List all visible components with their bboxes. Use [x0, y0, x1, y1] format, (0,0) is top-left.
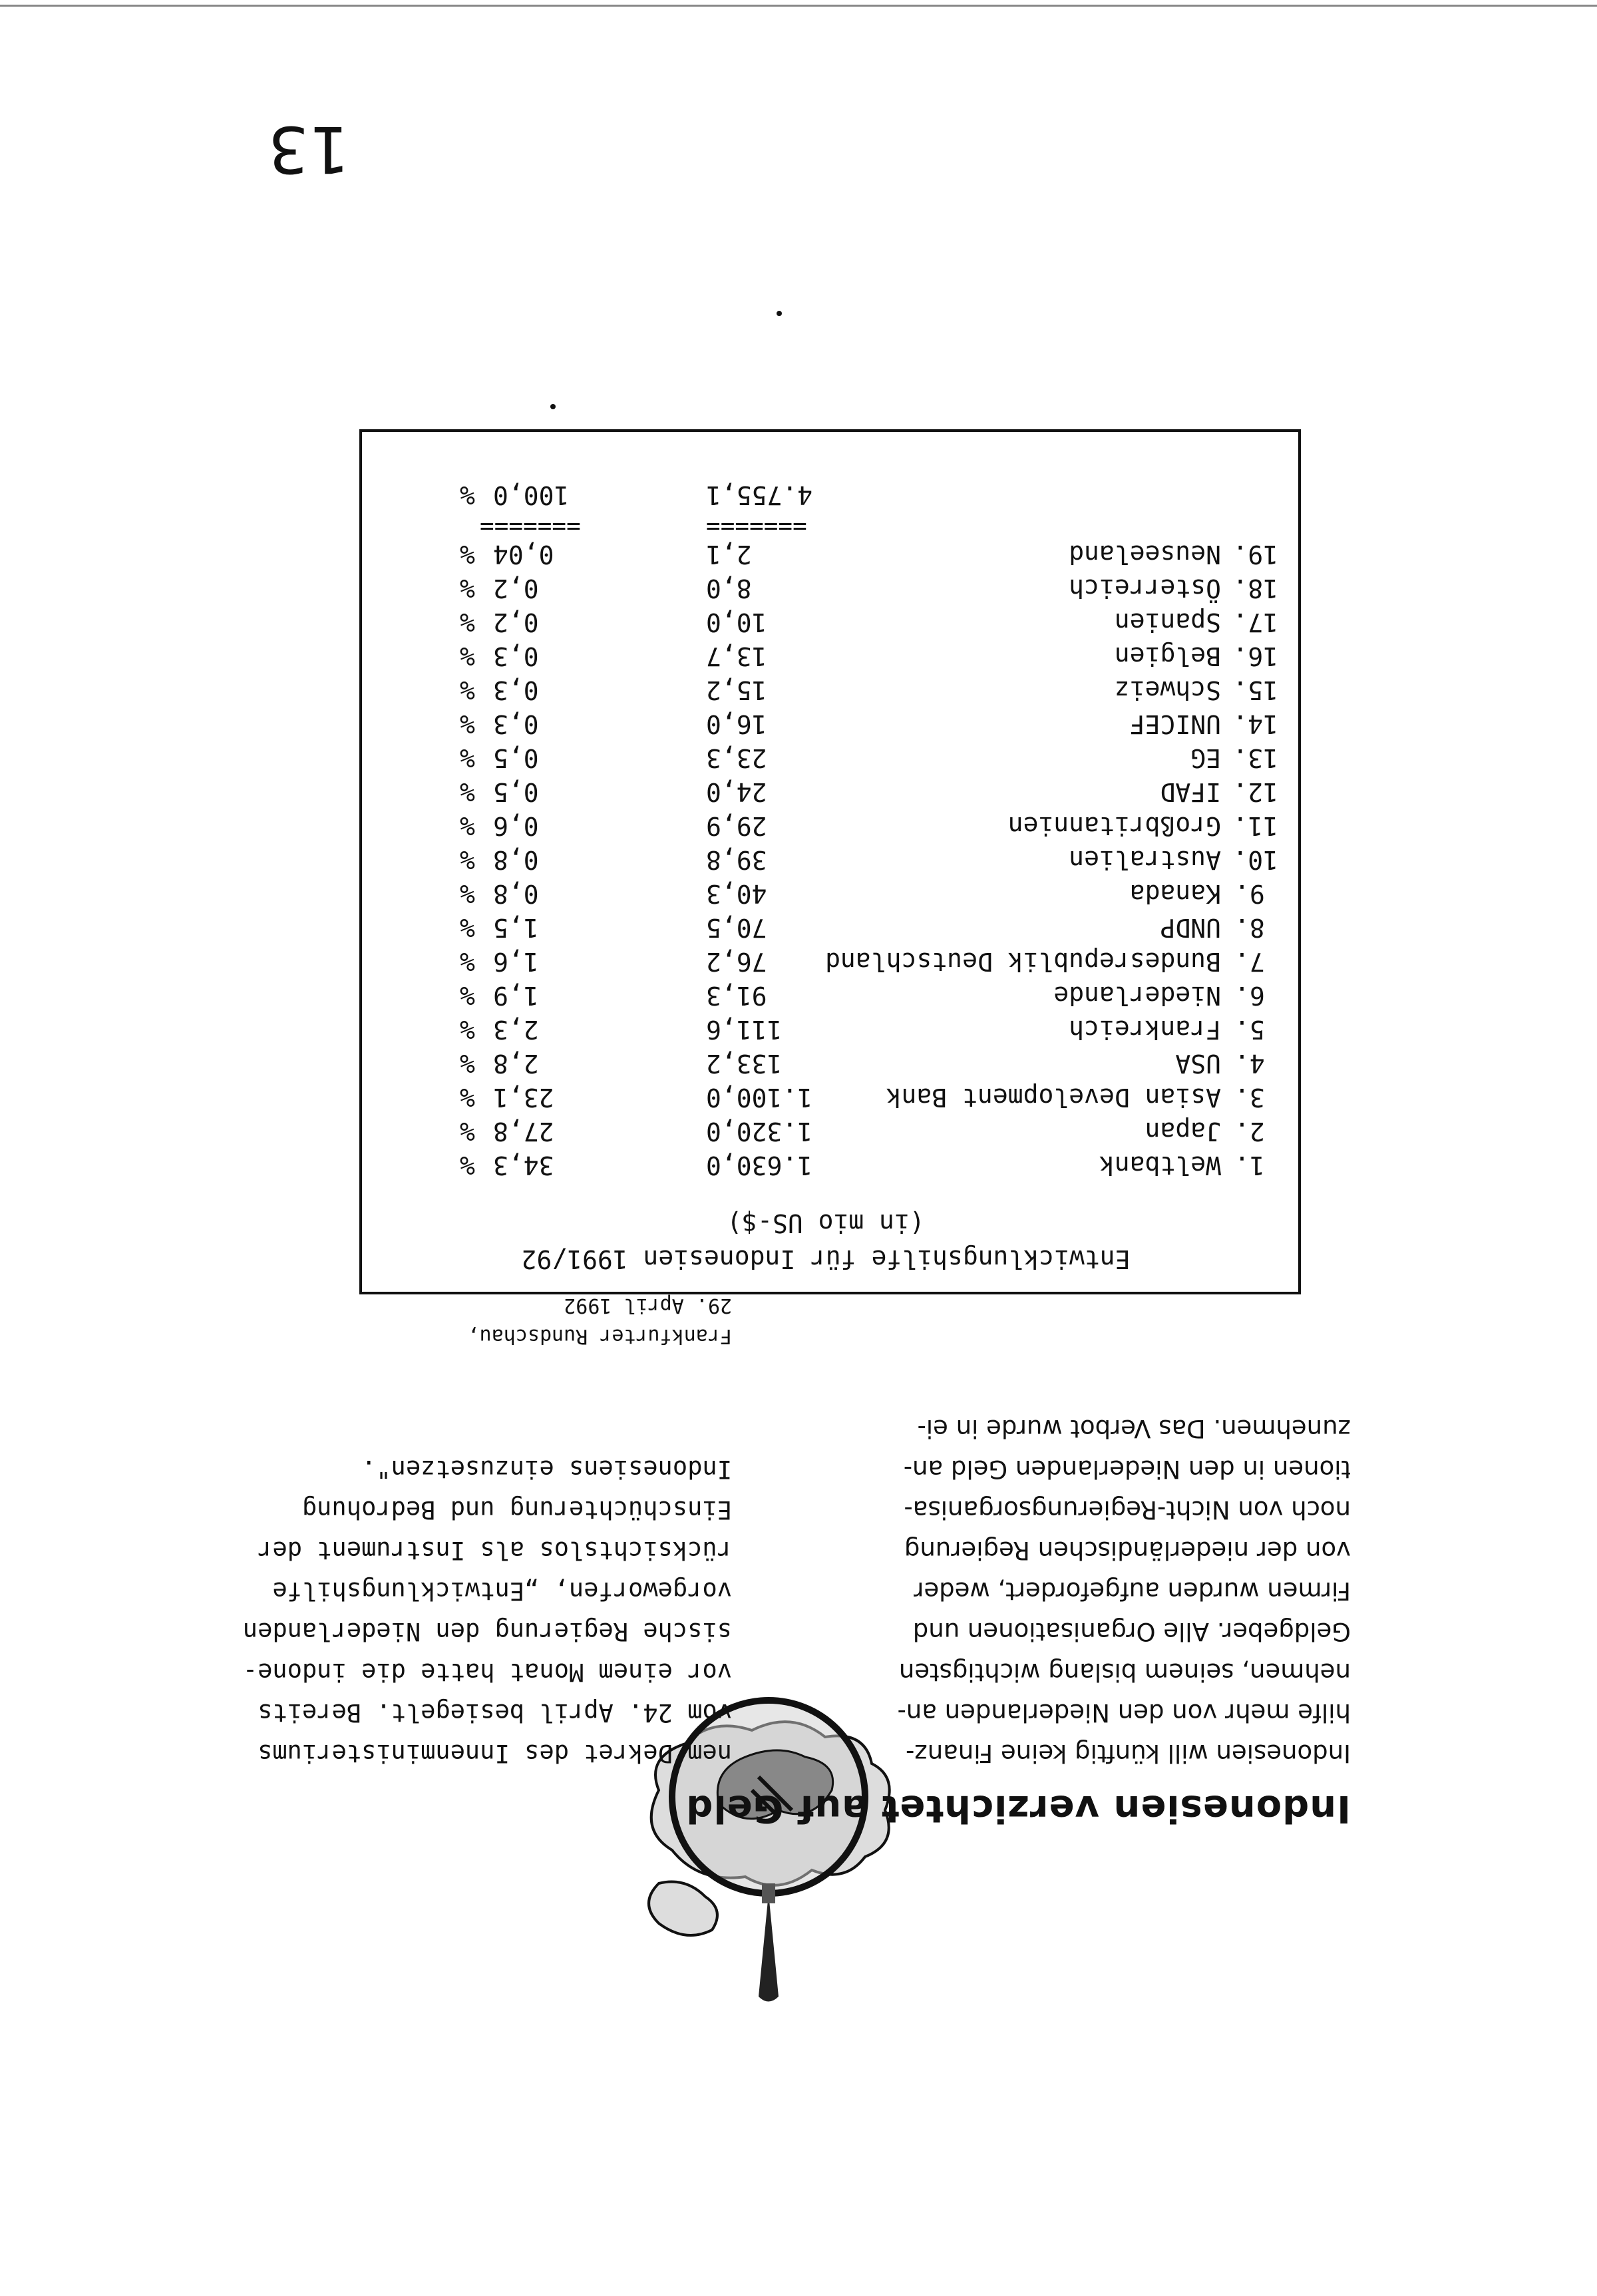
donor-name: Niederlande: [1053, 981, 1221, 1010]
donor-name: USA: [1175, 1049, 1221, 1078]
aid-percent: 1,5: [493, 913, 539, 942]
table-row: [373, 537, 1278, 571]
table-row: [373, 571, 1278, 605]
percent-sign: %: [460, 777, 475, 807]
table-row: [373, 944, 1278, 978]
donor-name: UNICEF: [1129, 709, 1221, 739]
speck-dot: [550, 404, 556, 409]
aid-amount: 76,2: [706, 947, 767, 976]
percent-sign: %: [460, 608, 475, 637]
aid-amount: 29,9: [706, 811, 767, 841]
table-row: [373, 1080, 1278, 1114]
donor-name: UNDP: [1160, 913, 1221, 942]
text-line: Firmen wurden aufgefordert, weder: [914, 1577, 1351, 1605]
row-rank: 12.: [1232, 777, 1278, 807]
source-name: Frankfurter Rundschau,: [467, 1324, 732, 1348]
aid-amount: 1.320,0: [706, 1117, 813, 1146]
text-line: tionen in den Niederlanden Geld an-: [903, 1455, 1351, 1483]
aid-percent: 23,1: [493, 1083, 554, 1112]
donor-name: Spanien: [1114, 608, 1221, 637]
donor-name: Frankreich: [1069, 1015, 1221, 1044]
percent-sign: %: [460, 981, 475, 1010]
donor-name: Weltbank: [1099, 1151, 1221, 1180]
percent-sign: %: [460, 1083, 475, 1112]
table-row: [373, 910, 1278, 944]
aid-amount: 2,1: [706, 540, 752, 569]
percent-sign: %: [460, 540, 475, 569]
row-rank: 3.: [1234, 1083, 1265, 1112]
row-rank: 11.: [1232, 811, 1278, 841]
source-date: 29. April 1992: [564, 1294, 732, 1317]
text-line: nehmen, seinem bislang wichtigsten: [898, 1658, 1351, 1686]
text-line: Einschüchterung und Bedrohung: [301, 1495, 732, 1524]
donor-name: Japan: [1145, 1117, 1221, 1146]
aid-percent: 2,8: [493, 1049, 539, 1078]
percent-sign: %: [460, 1117, 475, 1146]
aid-percent: 1,6: [493, 947, 539, 976]
donor-name: Österreich: [1069, 574, 1221, 603]
table-rows: [373, 477, 1278, 1182]
aid-percent: 0,6: [493, 811, 539, 841]
table-row: [373, 1012, 1278, 1046]
aid-percent: 0,3: [493, 642, 539, 671]
text-line: Geldgeber. Alle Organisationen und: [912, 1617, 1351, 1646]
aid-percent: 0,5: [493, 777, 539, 807]
donor-name: EG: [1190, 743, 1221, 773]
row-rank: 8.: [1234, 913, 1265, 942]
text-line: hilfe mehr von den Niederlanden an-: [897, 1698, 1351, 1727]
donor-name: Neuseeland: [1069, 540, 1221, 569]
aid-amount: 40,3: [706, 879, 767, 908]
row-rank: 18.: [1232, 574, 1278, 603]
row-rank: 10.: [1232, 845, 1278, 874]
scan-edge-line: [0, 5, 1597, 7]
text-line: zunehmen. Das Verbot wurde in ei-: [917, 1414, 1351, 1443]
aid-percent: 0,04: [493, 540, 554, 569]
aid-amount: 1.630,0: [706, 1151, 813, 1180]
separator-amount: =======: [706, 513, 807, 540]
table-row: [373, 673, 1278, 707]
aid-amount: 8,0: [706, 574, 752, 603]
aid-amount: 23,3: [706, 743, 767, 773]
aid-percent: 0,2: [493, 608, 539, 637]
table-subtitle: (in mio US-$): [727, 1209, 925, 1238]
aid-amount: 10,0: [706, 608, 767, 637]
row-rank: 9.: [1234, 879, 1265, 908]
article-headline: Indonesien verzichtet auf Geld: [685, 1787, 1351, 1830]
text-line: von der niederländischen Regierung: [904, 1536, 1351, 1565]
percent-sign: %: [460, 480, 475, 510]
aid-percent: 0,2: [493, 574, 539, 603]
donor-name: IFAD: [1160, 777, 1221, 807]
row-rank: 13.: [1232, 743, 1278, 773]
donor-name: Australien: [1069, 845, 1221, 874]
percent-sign: %: [460, 947, 475, 976]
table-separator: [373, 513, 1278, 540]
aid-percent: 0,8: [493, 845, 539, 874]
percent-sign: %: [460, 913, 475, 942]
speck-dot: [777, 311, 782, 316]
row-rank: 14.: [1232, 709, 1278, 739]
row-rank: 6.: [1234, 981, 1265, 1010]
table-row: [373, 639, 1278, 673]
table-row: [373, 1114, 1278, 1148]
percent-sign: %: [460, 743, 475, 773]
table-row: [373, 1148, 1278, 1182]
donor-name: Asian Development Bank: [886, 1083, 1221, 1112]
row-rank: 17.: [1232, 608, 1278, 637]
total-percent: 100,0: [493, 480, 570, 510]
donor-name: Bundesrepublik Deutschland: [825, 947, 1221, 976]
table-total-row: [373, 477, 1278, 513]
page-number: 13: [267, 112, 349, 186]
donor-name: Großbritannien: [1007, 811, 1221, 841]
row-rank: 2.: [1234, 1117, 1265, 1146]
table-row: [373, 605, 1278, 639]
aid-amount: 1.100,0: [706, 1083, 813, 1112]
table-title: Entwicklungshilfe für Indonesien 1991/92: [521, 1244, 1131, 1274]
aid-amount: 16,0: [706, 709, 767, 739]
aid-table: [359, 429, 1301, 1294]
table-row: [373, 1046, 1278, 1080]
percent-sign: %: [460, 574, 475, 603]
table-row: [373, 809, 1278, 843]
row-rank: 4.: [1234, 1049, 1265, 1078]
percent-sign: %: [460, 642, 475, 671]
row-rank: 19.: [1232, 540, 1278, 569]
text-line: vom 24. April besiegelt. Bereits: [258, 1698, 732, 1727]
row-rank: 16.: [1232, 642, 1278, 671]
aid-percent: 0,3: [493, 709, 539, 739]
aid-percent: 1,9: [493, 981, 539, 1010]
aid-amount: 133,2: [706, 1049, 783, 1078]
text-line: rücksichtslos als Instrument der: [258, 1536, 732, 1565]
percent-sign: %: [460, 845, 475, 874]
separator-percent: =======: [480, 513, 581, 540]
table-title-block: [393, 1205, 1258, 1277]
table-row: [373, 876, 1278, 910]
table-row: [373, 741, 1278, 775]
percent-sign: %: [460, 1049, 475, 1078]
magnifier-handle: [759, 1883, 779, 2002]
article-source: [266, 1290, 732, 1351]
aid-amount: 39,8: [706, 845, 767, 874]
aid-percent: 27,8: [493, 1117, 554, 1146]
donor-name: Kanada: [1129, 879, 1221, 908]
row-rank: 7.: [1234, 947, 1265, 976]
donor-name: Belgien: [1114, 642, 1221, 671]
table-row: [373, 775, 1278, 809]
total-amount: 4.755,1: [706, 480, 813, 510]
text-line: Indonesien will künftig keine Finanz-: [905, 1739, 1351, 1768]
aid-amount: 13,7: [706, 642, 767, 671]
text-line: vorgeworfen, „Entwicklungshilfe: [272, 1577, 732, 1605]
percent-sign: %: [460, 1015, 475, 1044]
text-line: vor einem Monat hatte die indone-: [242, 1658, 732, 1686]
row-rank: 1.: [1234, 1151, 1265, 1180]
aid-percent: 0,8: [493, 879, 539, 908]
table-row: [373, 707, 1278, 741]
article-column-left: [779, 1408, 1351, 1774]
aid-amount: 111,6: [706, 1015, 783, 1044]
aid-percent: 0,5: [493, 743, 539, 773]
text-line: nem Dekret des Innenministeriums: [258, 1739, 732, 1768]
article-column-right: [160, 1449, 732, 1774]
aid-amount: 15,2: [706, 675, 767, 705]
percent-sign: %: [460, 879, 475, 908]
table-row: [373, 978, 1278, 1012]
aid-percent: 2,3: [493, 1015, 539, 1044]
text-line: sische Regierung den Niederlanden: [242, 1617, 732, 1646]
text-line: Indonesiens einzusetzen".: [361, 1455, 732, 1483]
percent-sign: %: [460, 675, 475, 705]
donor-name: Schweiz: [1114, 675, 1221, 705]
aid-percent: 0,3: [493, 675, 539, 705]
percent-sign: %: [460, 811, 475, 841]
aid-percent: 34,3: [493, 1151, 554, 1180]
row-rank: 5.: [1234, 1015, 1265, 1044]
text-line: noch von Nicht-Regierungsorganisa-: [904, 1495, 1351, 1524]
percent-sign: %: [460, 1151, 475, 1180]
aid-amount: 70,5: [706, 913, 767, 942]
aid-amount: 91,3: [706, 981, 767, 1010]
row-rank: 15.: [1232, 675, 1278, 705]
table-row: [373, 843, 1278, 876]
percent-sign: %: [460, 709, 475, 739]
aid-amount: 24,0: [706, 777, 767, 807]
